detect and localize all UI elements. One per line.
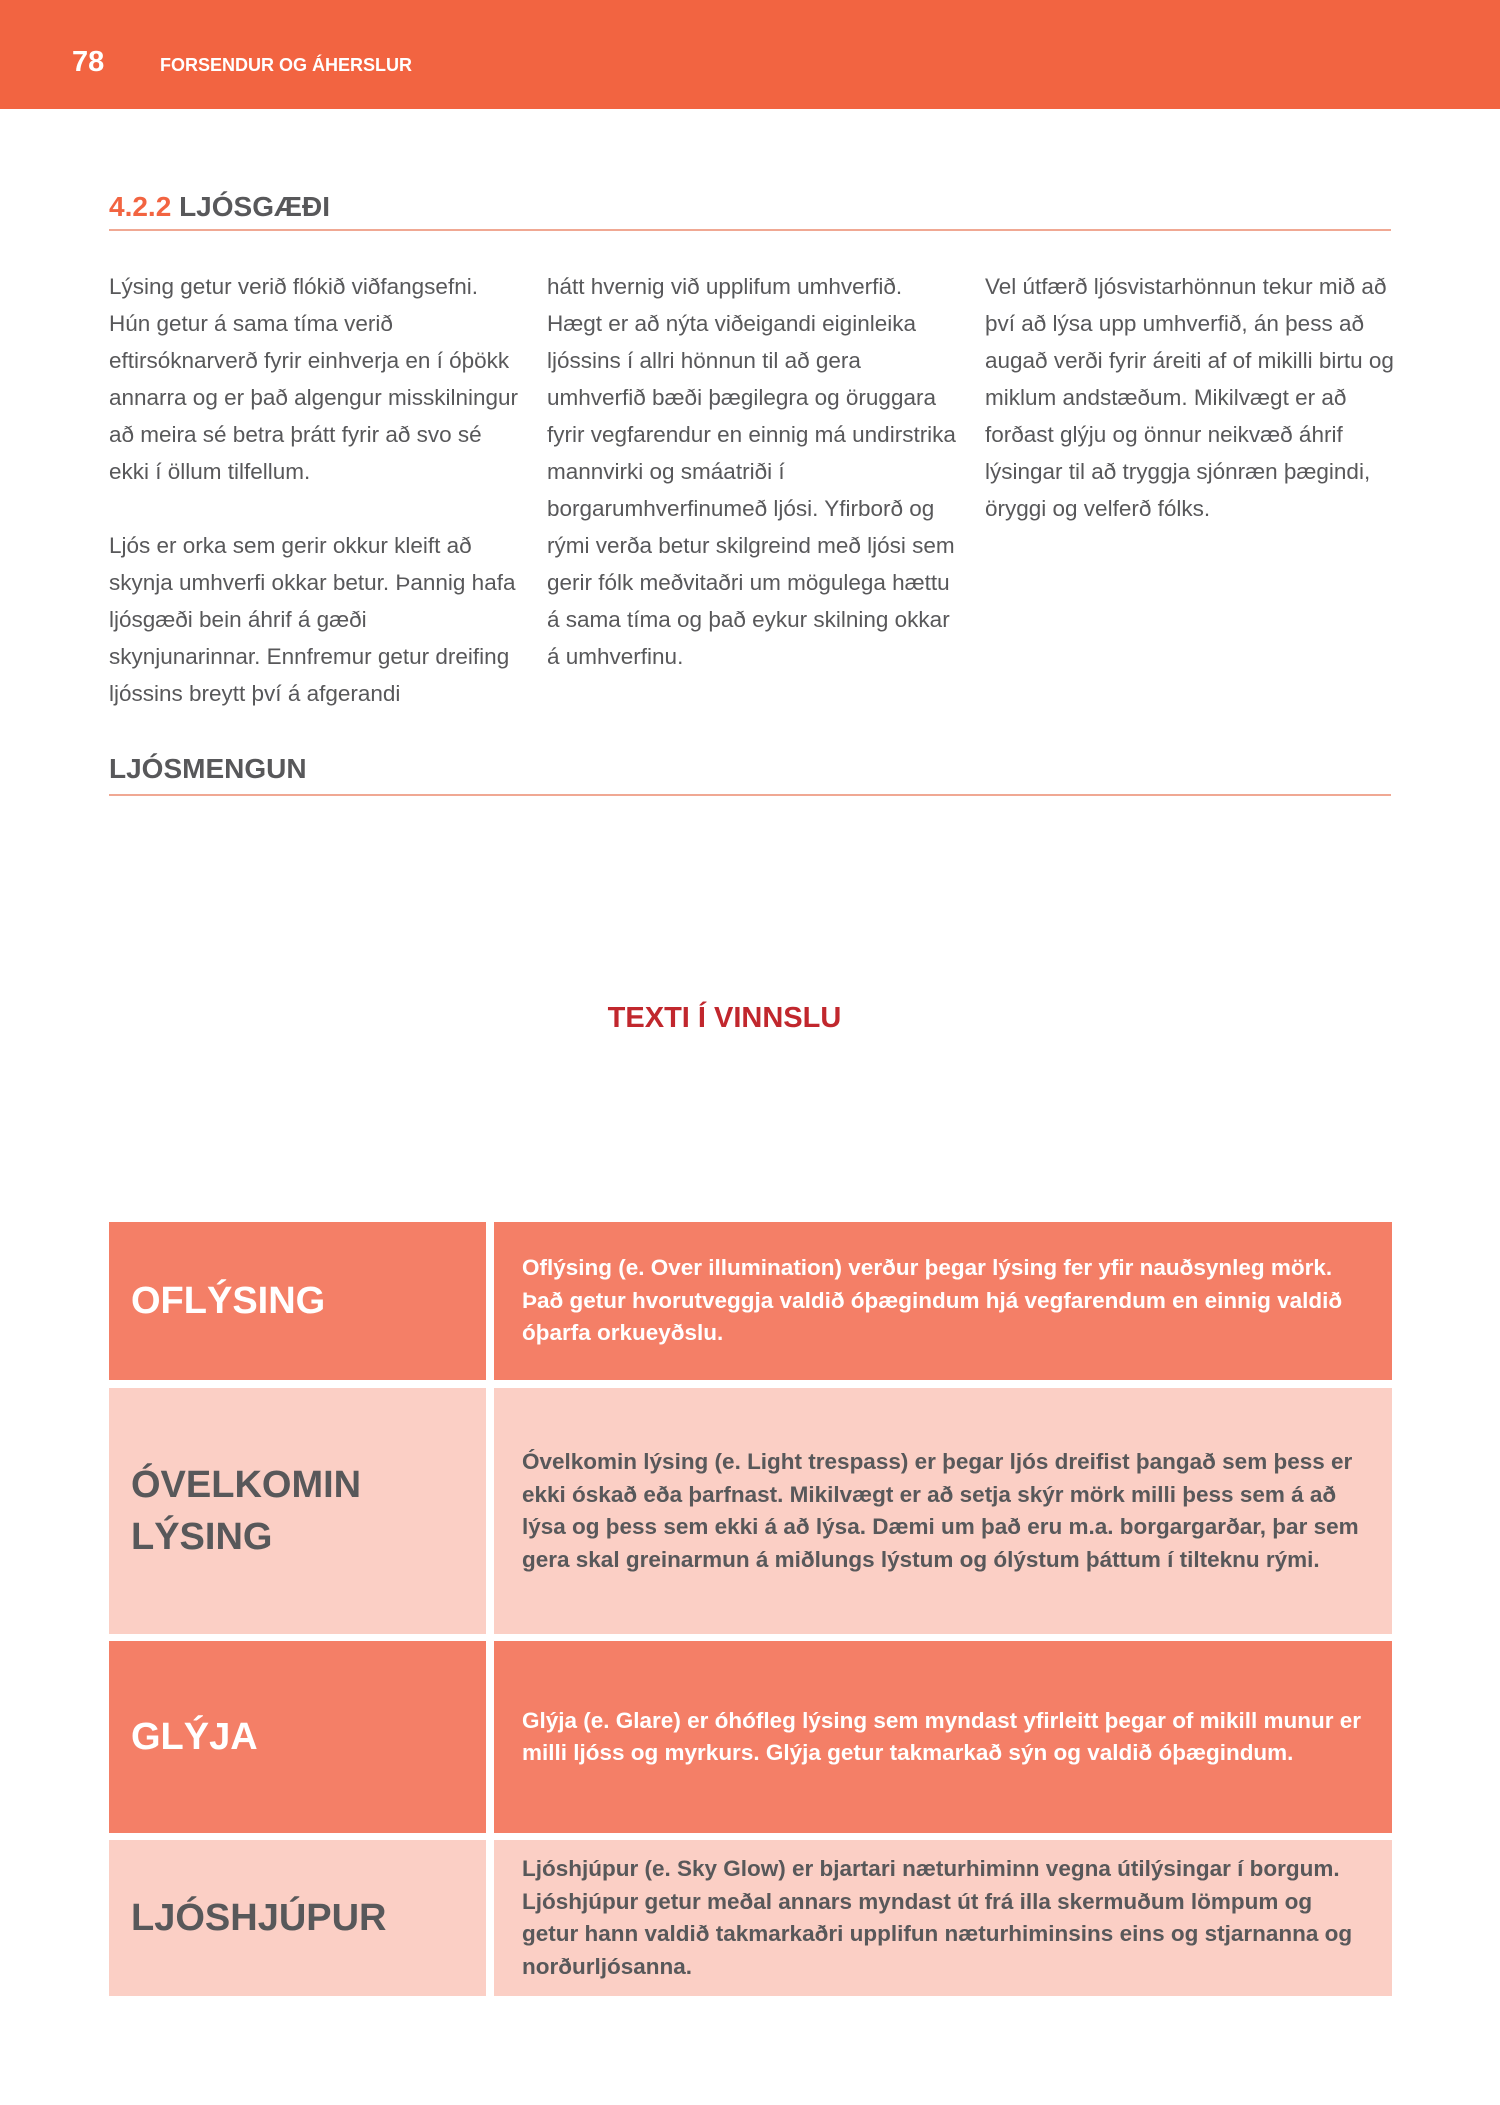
term-label-oflysing: OFLÝSING	[109, 1222, 486, 1380]
term-label-ovelkomin-lysing: ÓVELKOMIN LÝSING	[109, 1388, 486, 1634]
term-label-glyja: GLÝJA	[109, 1641, 486, 1833]
term-desc-ljoshjupur: Ljóshjúpur (e. Sky Glow) er bjartari næturhiminn vegna útilýsingar í borgum. Ljóshjúpur getur meðal annars myndast út frá illa skermuðum lömpum og getur hann valdið takmarkaðri upplifun næturhiminsins eins og stjarnanna og norðurljósanna.	[494, 1840, 1392, 1996]
paragraph: Vel útfærð ljósvistarhönnun tekur mið að því að lýsa upp umhverfið, án þess að augað verði fyrir áreiti af of mikilli birtu og miklum andstæðum. Mikilvægt er að forðast glýju og önnur neikvæð áhrif lýsingar til að tryggja sjónræn þægindi, öryggi og velferð fólks.	[985, 274, 1394, 521]
subheading-rule	[109, 794, 1391, 796]
text-column-2	[547, 268, 957, 675]
page-number: 78	[72, 46, 105, 78]
section-rule	[109, 229, 1391, 231]
text-column-3	[985, 268, 1395, 527]
paragraph: Ljós er orka sem gerir okkur kleift að skynja umhverfi okkar betur. Þannig hafa ljósgæði bein áhrif á gæði skynjunarinnar. Ennfremur getur dreifing ljóssins breytt því á afgerandi	[109, 533, 516, 706]
section-heading	[109, 190, 1391, 224]
running-title: FORSENDUR OG ÁHERSLUR	[160, 55, 413, 75]
header-bar	[0, 0, 1500, 109]
term-desc-oflysing: Oflýsing (e. Over illumination) verður þegar lýsing fer yfir nauðsynleg mörk. Það getur hvorutveggja valdið óþægindum hjá vegfarendum en einnig valdið óþarfa orkueyðslu.	[494, 1222, 1392, 1380]
term-desc-ovelkomin-lysing: Óvelkomin lýsing (e. Light trespass) er þegar ljós dreifist þangað sem þess er ekki óskað eða þarfnast. Mikilvægt er að setja skýr mörk milli þess sem á að lýsa og þess sem ekki á að lýsa. Dæmi um það eru m.a. borgargarðar, þar sem gera skal greinarmun á miðlungs lýstum og ólýstum þáttum í tilteknu rými.	[494, 1388, 1392, 1634]
section-number: 4.2.2	[109, 191, 172, 222]
work-in-progress-notice: TEXTI Í VINNSLU	[607, 1002, 842, 1034]
term-desc-glyja: Glýja (e. Glare) er óhófleg lýsing sem myndast yfirleitt þegar of mikill munur er milli ljóss og myrkurs. Glýja getur takmarkað sýn og valdið óþægindum.	[494, 1641, 1392, 1833]
paragraph: hátt hvernig við upplifum umhverfið. Hægt er að nýta viðeigandi eiginleika ljóssins í allri hönnun til að gera umhverfið bæði þægilegra og öruggara fyrir vegfarendur en einnig má undirstrika mannvirki og smáatriði í borgarumhverfinumeð ljósi. Yfirborð og rými verða betur skilgreind með ljósi sem gerir fólk meðvitaðri um mögulega hættu á sama tíma og það eykur skilning okkar á umhverfinu.	[547, 274, 956, 669]
section-title: LJÓSGÆÐI	[179, 191, 330, 222]
term-label-ljoshjupur: LJÓSHJÚPUR	[109, 1840, 486, 1996]
text-column-1	[109, 268, 519, 712]
paragraph: Lýsing getur verið flókið viðfangsefni. Hún getur á sama tíma verið eftirsóknarverð fyrir einhverja en í óþökk annarra og er það algengur misskilningur að meira sé betra þrátt fyrir að svo sé ekki í öllum tilfellum.	[109, 274, 518, 484]
subheading-ljosmengun: LJÓSMENGUN	[109, 753, 307, 784]
